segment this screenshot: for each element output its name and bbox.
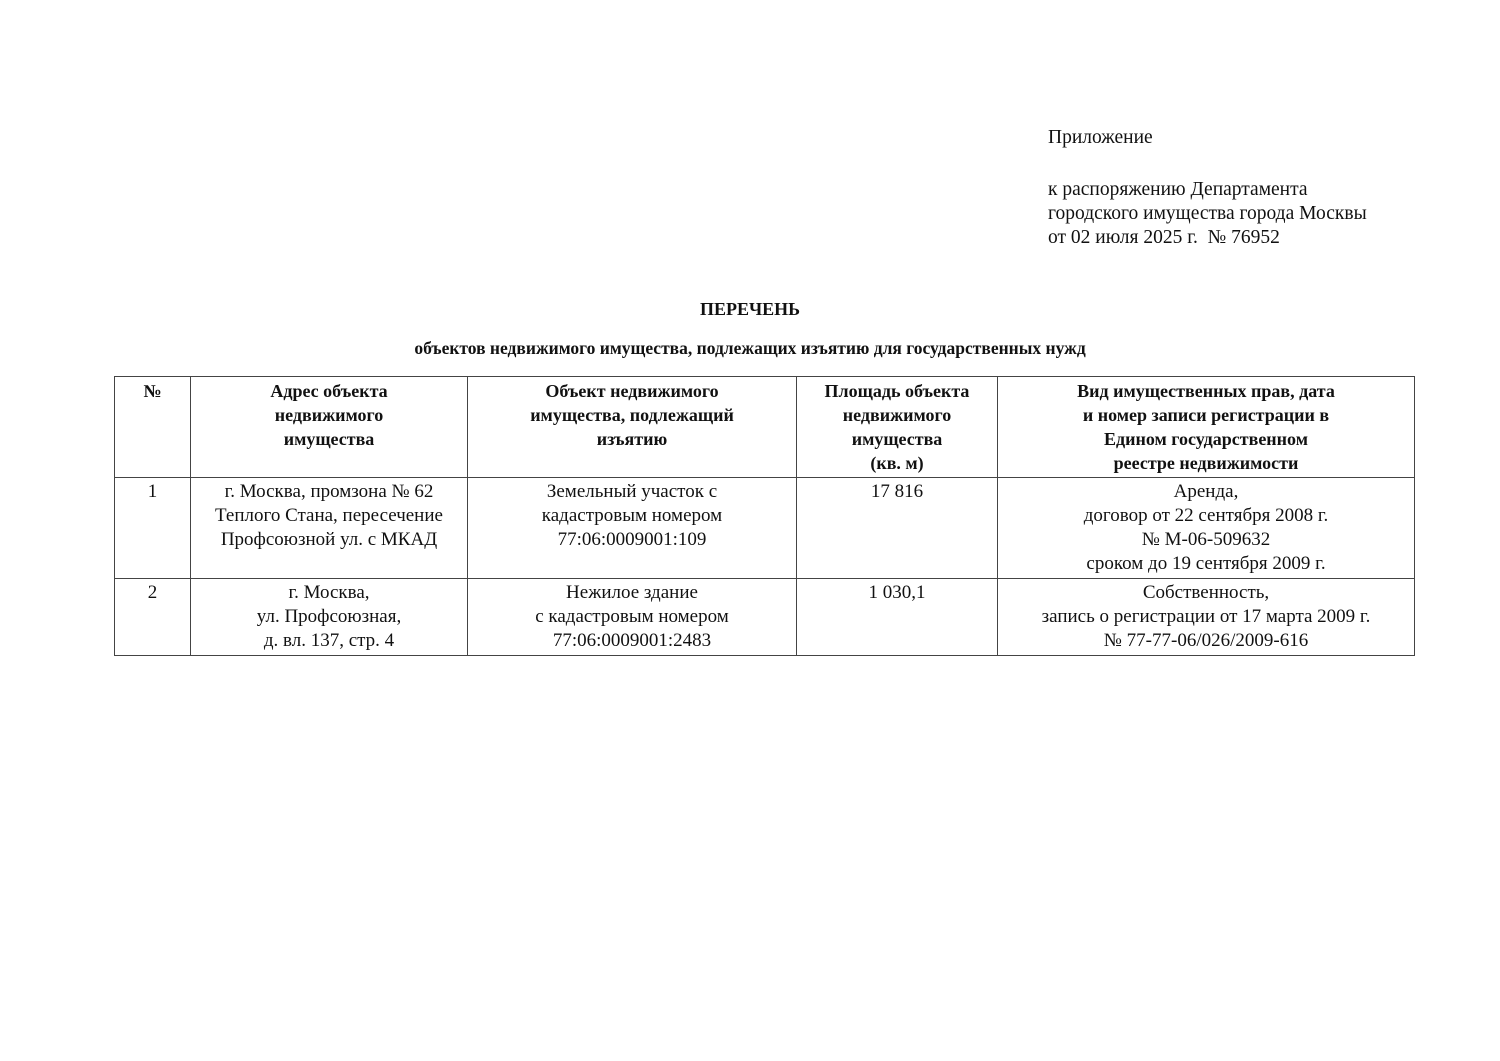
header-number xyxy=(115,377,191,478)
header-address-line: имущества xyxy=(283,429,375,449)
header-number-text: № xyxy=(143,381,162,401)
cell-address-line: ул. Профсоюзная, xyxy=(256,606,402,627)
header-address-line: Адрес объекта xyxy=(270,381,388,401)
cell-object-line: с кадастровым номером xyxy=(535,606,729,627)
cell-rights-line: запись о регистрации от 17 марта 2009 г. xyxy=(1041,606,1371,627)
cell-rights-line: № 77-77-06/026/2009-616 xyxy=(1103,630,1309,651)
cell-number: 2 xyxy=(115,579,191,656)
header-rights xyxy=(998,377,1415,478)
cell-address xyxy=(191,579,468,656)
header-address-line: недвижимого xyxy=(274,405,384,425)
appendix-line-department: городского имущества города Москвы xyxy=(1048,203,1367,224)
cell-number: 1 xyxy=(115,478,191,579)
cell-object-line: Земельный участок с xyxy=(546,481,718,502)
header-object-line: Объект недвижимого xyxy=(545,381,719,401)
cell-object xyxy=(468,579,797,656)
cell-address xyxy=(191,478,468,579)
header-address xyxy=(191,377,468,478)
table-header-row xyxy=(115,377,1415,478)
appendix-line-order: к распоряжению Департамента xyxy=(1048,179,1308,200)
document-subtitle: объектов недвижимого имущества, подлежащих изъятию для государственных нужд xyxy=(414,338,1086,358)
cell-rights-line: Аренда, xyxy=(1173,481,1239,502)
header-rights-line: и номер записи регистрации в xyxy=(1082,405,1330,425)
appendix-gap xyxy=(1048,150,1367,178)
header-rights-line: реестре недвижимости xyxy=(1113,453,1299,473)
cell-object-line: кадастровым номером xyxy=(541,505,723,526)
appendix-block xyxy=(1048,126,1367,250)
header-rights-line: Вид имущественных прав, дата xyxy=(1077,381,1335,401)
table-row xyxy=(115,579,1415,656)
cell-address-line: Профсоюзной ул. с МКАД xyxy=(220,529,438,550)
cell-rights-line: сроком до 19 сентября 2009 г. xyxy=(1086,553,1326,574)
cell-object xyxy=(468,478,797,579)
cell-object-line: 77:06:0009001:2483 xyxy=(552,630,712,651)
cell-area: 1 030,1 xyxy=(797,579,998,656)
cell-address-line: г. Москва, промзона № 62 xyxy=(224,481,434,502)
cell-rights xyxy=(998,579,1415,656)
cell-object-line: Нежилое здание xyxy=(566,582,698,603)
cell-rights-line: договор от 22 сентября 2008 г. xyxy=(1083,505,1329,526)
header-area xyxy=(797,377,998,478)
cell-rights-line: Собственность, xyxy=(1142,582,1270,603)
header-area-line: имущества xyxy=(851,429,943,449)
cell-address-line: д. вл. 137, стр. 4 xyxy=(263,630,395,651)
cell-rights-line: № М-06-509632 xyxy=(1141,529,1271,550)
header-area-line: Площадь объекта xyxy=(824,381,970,401)
document-title: ПЕРЕЧЕНЬ xyxy=(699,299,801,319)
header-area-line: недвижимого xyxy=(842,405,952,425)
table-row xyxy=(115,478,1415,579)
cell-address-line: г. Москва, xyxy=(288,582,370,603)
cell-rights xyxy=(998,478,1415,579)
header-rights-line: Едином государственном xyxy=(1104,429,1308,449)
cell-address-line: Теплого Стана, пересечение xyxy=(215,505,443,526)
property-table xyxy=(114,376,1415,656)
header-area-line: (кв. м) xyxy=(870,453,924,473)
header-object-line: изъятию xyxy=(596,429,668,449)
cell-area: 17 816 xyxy=(797,478,998,579)
header-object xyxy=(468,377,797,478)
appendix-line-date-number: от 02 июля 2025 г. № 76952 xyxy=(1048,227,1280,248)
appendix-title: Приложение xyxy=(1048,127,1153,148)
cell-object-line: 77:06:0009001:109 xyxy=(557,529,707,550)
header-object-line: имущества, подлежащий xyxy=(530,405,734,425)
